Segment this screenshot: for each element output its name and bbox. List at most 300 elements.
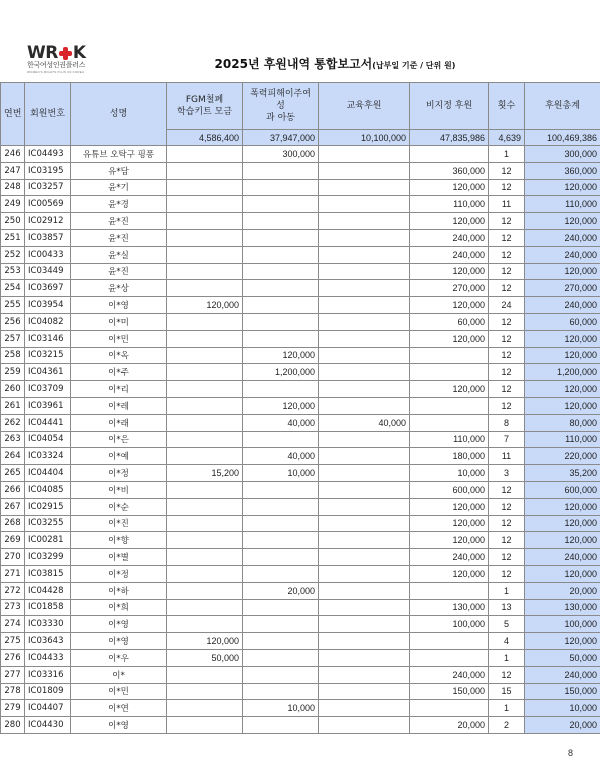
row-member-id: IC03257 bbox=[25, 179, 71, 196]
row-violence bbox=[243, 280, 319, 297]
report-title-main: 2025년 후원내역 통합보고서 bbox=[214, 57, 373, 71]
row-name: 이*정 bbox=[71, 565, 167, 582]
row-education bbox=[319, 717, 410, 734]
row-name: 이*정 bbox=[71, 465, 167, 482]
report-title-note: (납부일 기준 / 단위 원) bbox=[372, 61, 456, 70]
row-fgm bbox=[167, 700, 243, 717]
row-name: 이*민 bbox=[71, 683, 167, 700]
row-count: 11 bbox=[489, 448, 525, 465]
row-total: 360,000 bbox=[525, 162, 600, 179]
row-no: 275 bbox=[1, 633, 25, 650]
row-violence: 20,000 bbox=[243, 582, 319, 599]
row-count: 12 bbox=[489, 263, 525, 280]
row-undesignated: 110,000 bbox=[410, 431, 489, 448]
row-no: 251 bbox=[1, 229, 25, 246]
row-violence: 40,000 bbox=[243, 448, 319, 465]
row-no: 274 bbox=[1, 616, 25, 633]
table-row bbox=[1, 347, 600, 364]
row-total: 120,000 bbox=[525, 565, 600, 582]
row-fgm bbox=[167, 229, 243, 246]
row-violence: 40,000 bbox=[243, 414, 319, 431]
row-total: 300,000 bbox=[525, 146, 600, 163]
row-member-id: IC03215 bbox=[25, 347, 71, 364]
row-fgm bbox=[167, 263, 243, 280]
row-violence bbox=[243, 263, 319, 280]
total-fgm: 4,586,400 bbox=[167, 130, 243, 146]
row-member-id: IC03299 bbox=[25, 549, 71, 566]
row-fgm bbox=[167, 364, 243, 381]
row-fgm bbox=[167, 162, 243, 179]
row-count: 11 bbox=[489, 196, 525, 213]
table-row bbox=[1, 397, 600, 414]
row-undesignated: 100,000 bbox=[410, 616, 489, 633]
table-row bbox=[1, 263, 600, 280]
row-count: 4 bbox=[489, 633, 525, 650]
row-education bbox=[319, 397, 410, 414]
row-no: 253 bbox=[1, 263, 25, 280]
row-member-id: IC04441 bbox=[25, 414, 71, 431]
table-row bbox=[1, 280, 600, 297]
row-no: 268 bbox=[1, 515, 25, 532]
table-row bbox=[1, 599, 600, 616]
row-education bbox=[319, 381, 410, 398]
row-name: 이*진 bbox=[71, 515, 167, 532]
table-row bbox=[1, 465, 600, 482]
table-row bbox=[1, 666, 600, 683]
row-total: 150,000 bbox=[525, 683, 600, 700]
row-undesignated bbox=[410, 414, 489, 431]
row-no: 250 bbox=[1, 213, 25, 230]
row-count: 12 bbox=[489, 397, 525, 414]
row-undesignated: 10,000 bbox=[410, 465, 489, 482]
table-row bbox=[1, 162, 600, 179]
donation-table bbox=[0, 82, 600, 734]
table-body bbox=[1, 146, 600, 734]
row-undesignated: 120,000 bbox=[410, 179, 489, 196]
row-fgm bbox=[167, 213, 243, 230]
row-count: 12 bbox=[489, 246, 525, 263]
row-member-id: IC03195 bbox=[25, 162, 71, 179]
row-member-id: IC04404 bbox=[25, 465, 71, 482]
row-fgm bbox=[167, 431, 243, 448]
row-fgm bbox=[167, 448, 243, 465]
table-row bbox=[1, 313, 600, 330]
row-count: 12 bbox=[489, 347, 525, 364]
row-total: 110,000 bbox=[525, 431, 600, 448]
row-name: 이*은 bbox=[71, 431, 167, 448]
row-member-id: IC03330 bbox=[25, 616, 71, 633]
row-no: 246 bbox=[1, 146, 25, 163]
row-name: 이*희 bbox=[71, 599, 167, 616]
row-total: 240,000 bbox=[525, 666, 600, 683]
row-fgm bbox=[167, 481, 243, 498]
total-education: 10,100,000 bbox=[319, 130, 410, 146]
row-member-id: IC02912 bbox=[25, 213, 71, 230]
logo-subtitle: 한국여성인권플러스 bbox=[27, 62, 86, 69]
row-undesignated: 240,000 bbox=[410, 229, 489, 246]
row-undesignated: 240,000 bbox=[410, 549, 489, 566]
row-name: 윤*진 bbox=[71, 213, 167, 230]
row-education bbox=[319, 229, 410, 246]
row-education bbox=[319, 263, 410, 280]
row-name: 이*레 bbox=[71, 397, 167, 414]
row-undesignated bbox=[410, 347, 489, 364]
row-total: 120,000 bbox=[525, 179, 600, 196]
row-count: 1 bbox=[489, 582, 525, 599]
row-undesignated: 20,000 bbox=[410, 717, 489, 734]
row-undesignated: 360,000 bbox=[410, 162, 489, 179]
table-row bbox=[1, 515, 600, 532]
row-fgm: 120,000 bbox=[167, 297, 243, 314]
row-education bbox=[319, 666, 410, 683]
row-undesignated: 120,000 bbox=[410, 213, 489, 230]
row-member-id: IC03954 bbox=[25, 297, 71, 314]
col-header-total: 후원총계 bbox=[525, 83, 600, 130]
row-education bbox=[319, 146, 410, 163]
row-violence bbox=[243, 313, 319, 330]
col-header-name: 성명 bbox=[71, 83, 167, 146]
row-violence bbox=[243, 649, 319, 666]
table-row bbox=[1, 246, 600, 263]
row-member-id: IC03643 bbox=[25, 633, 71, 650]
row-no: 260 bbox=[1, 381, 25, 398]
table-row bbox=[1, 549, 600, 566]
row-member-id: IC04433 bbox=[25, 649, 71, 666]
row-violence bbox=[243, 532, 319, 549]
row-fgm bbox=[167, 515, 243, 532]
row-fgm: 15,200 bbox=[167, 465, 243, 482]
row-total: 120,000 bbox=[525, 263, 600, 280]
row-violence bbox=[243, 196, 319, 213]
row-education bbox=[319, 465, 410, 482]
row-no: 269 bbox=[1, 532, 25, 549]
row-name: 이*예 bbox=[71, 448, 167, 465]
row-education: 40,000 bbox=[319, 414, 410, 431]
row-undesignated bbox=[410, 700, 489, 717]
row-violence: 300,000 bbox=[243, 146, 319, 163]
row-violence bbox=[243, 616, 319, 633]
table-row bbox=[1, 431, 600, 448]
row-fgm bbox=[167, 717, 243, 734]
row-count: 12 bbox=[489, 532, 525, 549]
row-total: 10,000 bbox=[525, 700, 600, 717]
table-row bbox=[1, 381, 600, 398]
row-no: 272 bbox=[1, 582, 25, 599]
row-total: 240,000 bbox=[525, 549, 600, 566]
row-education bbox=[319, 330, 410, 347]
page-number: 8 bbox=[568, 748, 574, 758]
row-member-id: IC03815 bbox=[25, 565, 71, 582]
row-no: 255 bbox=[1, 297, 25, 314]
row-count: 12 bbox=[489, 515, 525, 532]
row-undesignated: 240,000 bbox=[410, 246, 489, 263]
row-name: 유튜브 오탁구 핑퐁 bbox=[71, 146, 167, 163]
row-count: 12 bbox=[489, 364, 525, 381]
row-name: 이*우 bbox=[71, 649, 167, 666]
row-undesignated: 120,000 bbox=[410, 330, 489, 347]
row-member-id: IC03316 bbox=[25, 666, 71, 683]
row-violence bbox=[243, 599, 319, 616]
row-total: 100,000 bbox=[525, 616, 600, 633]
row-no: 262 bbox=[1, 414, 25, 431]
row-fgm bbox=[167, 246, 243, 263]
row-count: 12 bbox=[489, 213, 525, 230]
row-no: 280 bbox=[1, 717, 25, 734]
row-undesignated: 150,000 bbox=[410, 683, 489, 700]
table-row bbox=[1, 700, 600, 717]
row-count: 3 bbox=[489, 465, 525, 482]
row-name: 윤*실 bbox=[71, 246, 167, 263]
row-count: 12 bbox=[489, 280, 525, 297]
row-member-id: IC04082 bbox=[25, 313, 71, 330]
row-member-id: IC04085 bbox=[25, 481, 71, 498]
row-member-id: IC01858 bbox=[25, 599, 71, 616]
table-row bbox=[1, 414, 600, 431]
row-education bbox=[319, 532, 410, 549]
row-total: 120,000 bbox=[525, 397, 600, 414]
row-fgm bbox=[167, 599, 243, 616]
row-member-id: IC02915 bbox=[25, 498, 71, 515]
row-count: 12 bbox=[489, 330, 525, 347]
row-count: 1 bbox=[489, 146, 525, 163]
row-member-id: IC04493 bbox=[25, 146, 71, 163]
row-undesignated: 60,000 bbox=[410, 313, 489, 330]
row-name: 윤*경 bbox=[71, 196, 167, 213]
report-title bbox=[0, 55, 600, 72]
table-row bbox=[1, 448, 600, 465]
row-count: 12 bbox=[489, 381, 525, 398]
row-member-id: IC00433 bbox=[25, 246, 71, 263]
row-education bbox=[319, 196, 410, 213]
row-fgm bbox=[167, 381, 243, 398]
row-count: 5 bbox=[489, 616, 525, 633]
row-member-id: IC03449 bbox=[25, 263, 71, 280]
row-violence bbox=[243, 565, 319, 582]
logo-tagline: WOMEN'S RIGHTS PLUS OF KOREA bbox=[27, 70, 85, 74]
row-total: 220,000 bbox=[525, 448, 600, 465]
row-undesignated: 180,000 bbox=[410, 448, 489, 465]
row-total: 120,000 bbox=[525, 381, 600, 398]
row-name: 이*향 bbox=[71, 532, 167, 549]
row-education bbox=[319, 431, 410, 448]
row-fgm bbox=[167, 179, 243, 196]
row-undesignated: 120,000 bbox=[410, 381, 489, 398]
total-violence: 37,947,000 bbox=[243, 130, 319, 146]
col-header-fgm bbox=[167, 83, 243, 130]
row-violence bbox=[243, 498, 319, 515]
row-member-id: IC01809 bbox=[25, 683, 71, 700]
row-no: 252 bbox=[1, 246, 25, 263]
row-no: 248 bbox=[1, 179, 25, 196]
row-member-id: IC03697 bbox=[25, 280, 71, 297]
table-row bbox=[1, 649, 600, 666]
row-total: 120,000 bbox=[525, 347, 600, 364]
row-fgm: 50,000 bbox=[167, 649, 243, 666]
row-fgm bbox=[167, 280, 243, 297]
row-total: 20,000 bbox=[525, 717, 600, 734]
table-row bbox=[1, 498, 600, 515]
row-violence bbox=[243, 515, 319, 532]
row-violence bbox=[243, 717, 319, 734]
row-no: 249 bbox=[1, 196, 25, 213]
table-row bbox=[1, 481, 600, 498]
row-count: 12 bbox=[489, 498, 525, 515]
table-row bbox=[1, 179, 600, 196]
col-header-member-id: 회원번호 bbox=[25, 83, 71, 146]
row-no: 258 bbox=[1, 347, 25, 364]
row-total: 20,000 bbox=[525, 582, 600, 599]
row-education bbox=[319, 448, 410, 465]
row-name: 윤*진 bbox=[71, 263, 167, 280]
row-fgm bbox=[167, 498, 243, 515]
row-undesignated: 600,000 bbox=[410, 481, 489, 498]
row-total: 600,000 bbox=[525, 481, 600, 498]
table-row bbox=[1, 565, 600, 582]
row-name: 윤*상 bbox=[71, 280, 167, 297]
row-no: 265 bbox=[1, 465, 25, 482]
row-education bbox=[319, 616, 410, 633]
row-violence bbox=[243, 381, 319, 398]
table-row bbox=[1, 616, 600, 633]
row-member-id: IC04428 bbox=[25, 582, 71, 599]
row-undesignated: 120,000 bbox=[410, 515, 489, 532]
row-fgm bbox=[167, 616, 243, 633]
row-member-id: IC03146 bbox=[25, 330, 71, 347]
row-fgm bbox=[167, 414, 243, 431]
row-violence: 120,000 bbox=[243, 397, 319, 414]
row-count: 7 bbox=[489, 431, 525, 448]
row-total: 110,000 bbox=[525, 196, 600, 213]
total-grand: 100,469,386 bbox=[525, 130, 600, 146]
row-no: 257 bbox=[1, 330, 25, 347]
row-violence: 120,000 bbox=[243, 347, 319, 364]
row-count: 12 bbox=[489, 229, 525, 246]
row-no: 256 bbox=[1, 313, 25, 330]
row-name: 이*별 bbox=[71, 549, 167, 566]
row-undesignated: 130,000 bbox=[410, 599, 489, 616]
row-education bbox=[319, 582, 410, 599]
row-education bbox=[319, 549, 410, 566]
row-fgm bbox=[167, 582, 243, 599]
row-fgm bbox=[167, 666, 243, 683]
row-violence bbox=[243, 246, 319, 263]
row-violence bbox=[243, 179, 319, 196]
row-name: 윤*기 bbox=[71, 179, 167, 196]
row-count: 12 bbox=[489, 666, 525, 683]
row-name: 이*영 bbox=[71, 297, 167, 314]
row-undesignated: 240,000 bbox=[410, 666, 489, 683]
row-member-id: IC04430 bbox=[25, 717, 71, 734]
total-count: 4,639 bbox=[489, 130, 525, 146]
row-member-id: IC03961 bbox=[25, 397, 71, 414]
row-total: 60,000 bbox=[525, 313, 600, 330]
row-education bbox=[319, 498, 410, 515]
col-header-no: 연번 bbox=[1, 83, 25, 146]
row-violence bbox=[243, 330, 319, 347]
row-no: 277 bbox=[1, 666, 25, 683]
row-name: 유*담 bbox=[71, 162, 167, 179]
row-no: 278 bbox=[1, 683, 25, 700]
row-education bbox=[319, 565, 410, 582]
row-no: 259 bbox=[1, 364, 25, 381]
header-row bbox=[1, 83, 600, 130]
row-fgm bbox=[167, 565, 243, 582]
row-undesignated: 120,000 bbox=[410, 297, 489, 314]
row-no: 273 bbox=[1, 599, 25, 616]
col-header-count: 횟수 bbox=[489, 83, 525, 130]
row-member-id: IC03857 bbox=[25, 229, 71, 246]
row-undesignated: 270,000 bbox=[410, 280, 489, 297]
row-undesignated: 120,000 bbox=[410, 565, 489, 582]
row-undesignated: 120,000 bbox=[410, 498, 489, 515]
table-row bbox=[1, 633, 600, 650]
table-row bbox=[1, 146, 600, 163]
row-count: 12 bbox=[489, 549, 525, 566]
row-name: 이*미 bbox=[71, 313, 167, 330]
row-member-id: IC03255 bbox=[25, 515, 71, 532]
row-name: 이*래 bbox=[71, 414, 167, 431]
row-fgm bbox=[167, 549, 243, 566]
row-fgm bbox=[167, 397, 243, 414]
row-member-id: IC04407 bbox=[25, 700, 71, 717]
row-name: 이*리 bbox=[71, 381, 167, 398]
total-undesignated: 47,835,986 bbox=[410, 130, 489, 146]
row-member-id: IC00569 bbox=[25, 196, 71, 213]
row-name: 이*연 bbox=[71, 700, 167, 717]
row-name: 윤*진 bbox=[71, 229, 167, 246]
logo-word-right: K bbox=[72, 43, 86, 63]
table-row bbox=[1, 196, 600, 213]
table-row bbox=[1, 532, 600, 549]
table-row bbox=[1, 582, 600, 599]
row-total: 1,200,000 bbox=[525, 364, 600, 381]
row-education bbox=[319, 649, 410, 666]
row-violence bbox=[243, 162, 319, 179]
row-name: 이*주 bbox=[71, 364, 167, 381]
row-undesignated bbox=[410, 364, 489, 381]
row-education bbox=[319, 313, 410, 330]
row-no: 254 bbox=[1, 280, 25, 297]
row-name: 이*영 bbox=[71, 616, 167, 633]
row-no: 261 bbox=[1, 397, 25, 414]
row-education bbox=[319, 700, 410, 717]
row-name: 이*순 bbox=[71, 498, 167, 515]
row-total: 80,000 bbox=[525, 414, 600, 431]
row-count: 24 bbox=[489, 297, 525, 314]
row-education bbox=[319, 213, 410, 230]
row-violence: 10,000 bbox=[243, 465, 319, 482]
row-total: 120,000 bbox=[525, 213, 600, 230]
row-fgm bbox=[167, 532, 243, 549]
row-count: 1 bbox=[489, 649, 525, 666]
row-no: 276 bbox=[1, 649, 25, 666]
row-member-id: IC03324 bbox=[25, 448, 71, 465]
row-name: 이*비 bbox=[71, 481, 167, 498]
row-violence bbox=[243, 297, 319, 314]
row-undesignated: 120,000 bbox=[410, 532, 489, 549]
row-count: 13 bbox=[489, 599, 525, 616]
row-member-id: IC00281 bbox=[25, 532, 71, 549]
row-undesignated: 110,000 bbox=[410, 196, 489, 213]
col-header-violence bbox=[243, 83, 319, 130]
row-education bbox=[319, 280, 410, 297]
row-total: 240,000 bbox=[525, 246, 600, 263]
table-row bbox=[1, 297, 600, 314]
row-no: 264 bbox=[1, 448, 25, 465]
row-total: 120,000 bbox=[525, 330, 600, 347]
row-member-id: IC04054 bbox=[25, 431, 71, 448]
row-education bbox=[319, 347, 410, 364]
